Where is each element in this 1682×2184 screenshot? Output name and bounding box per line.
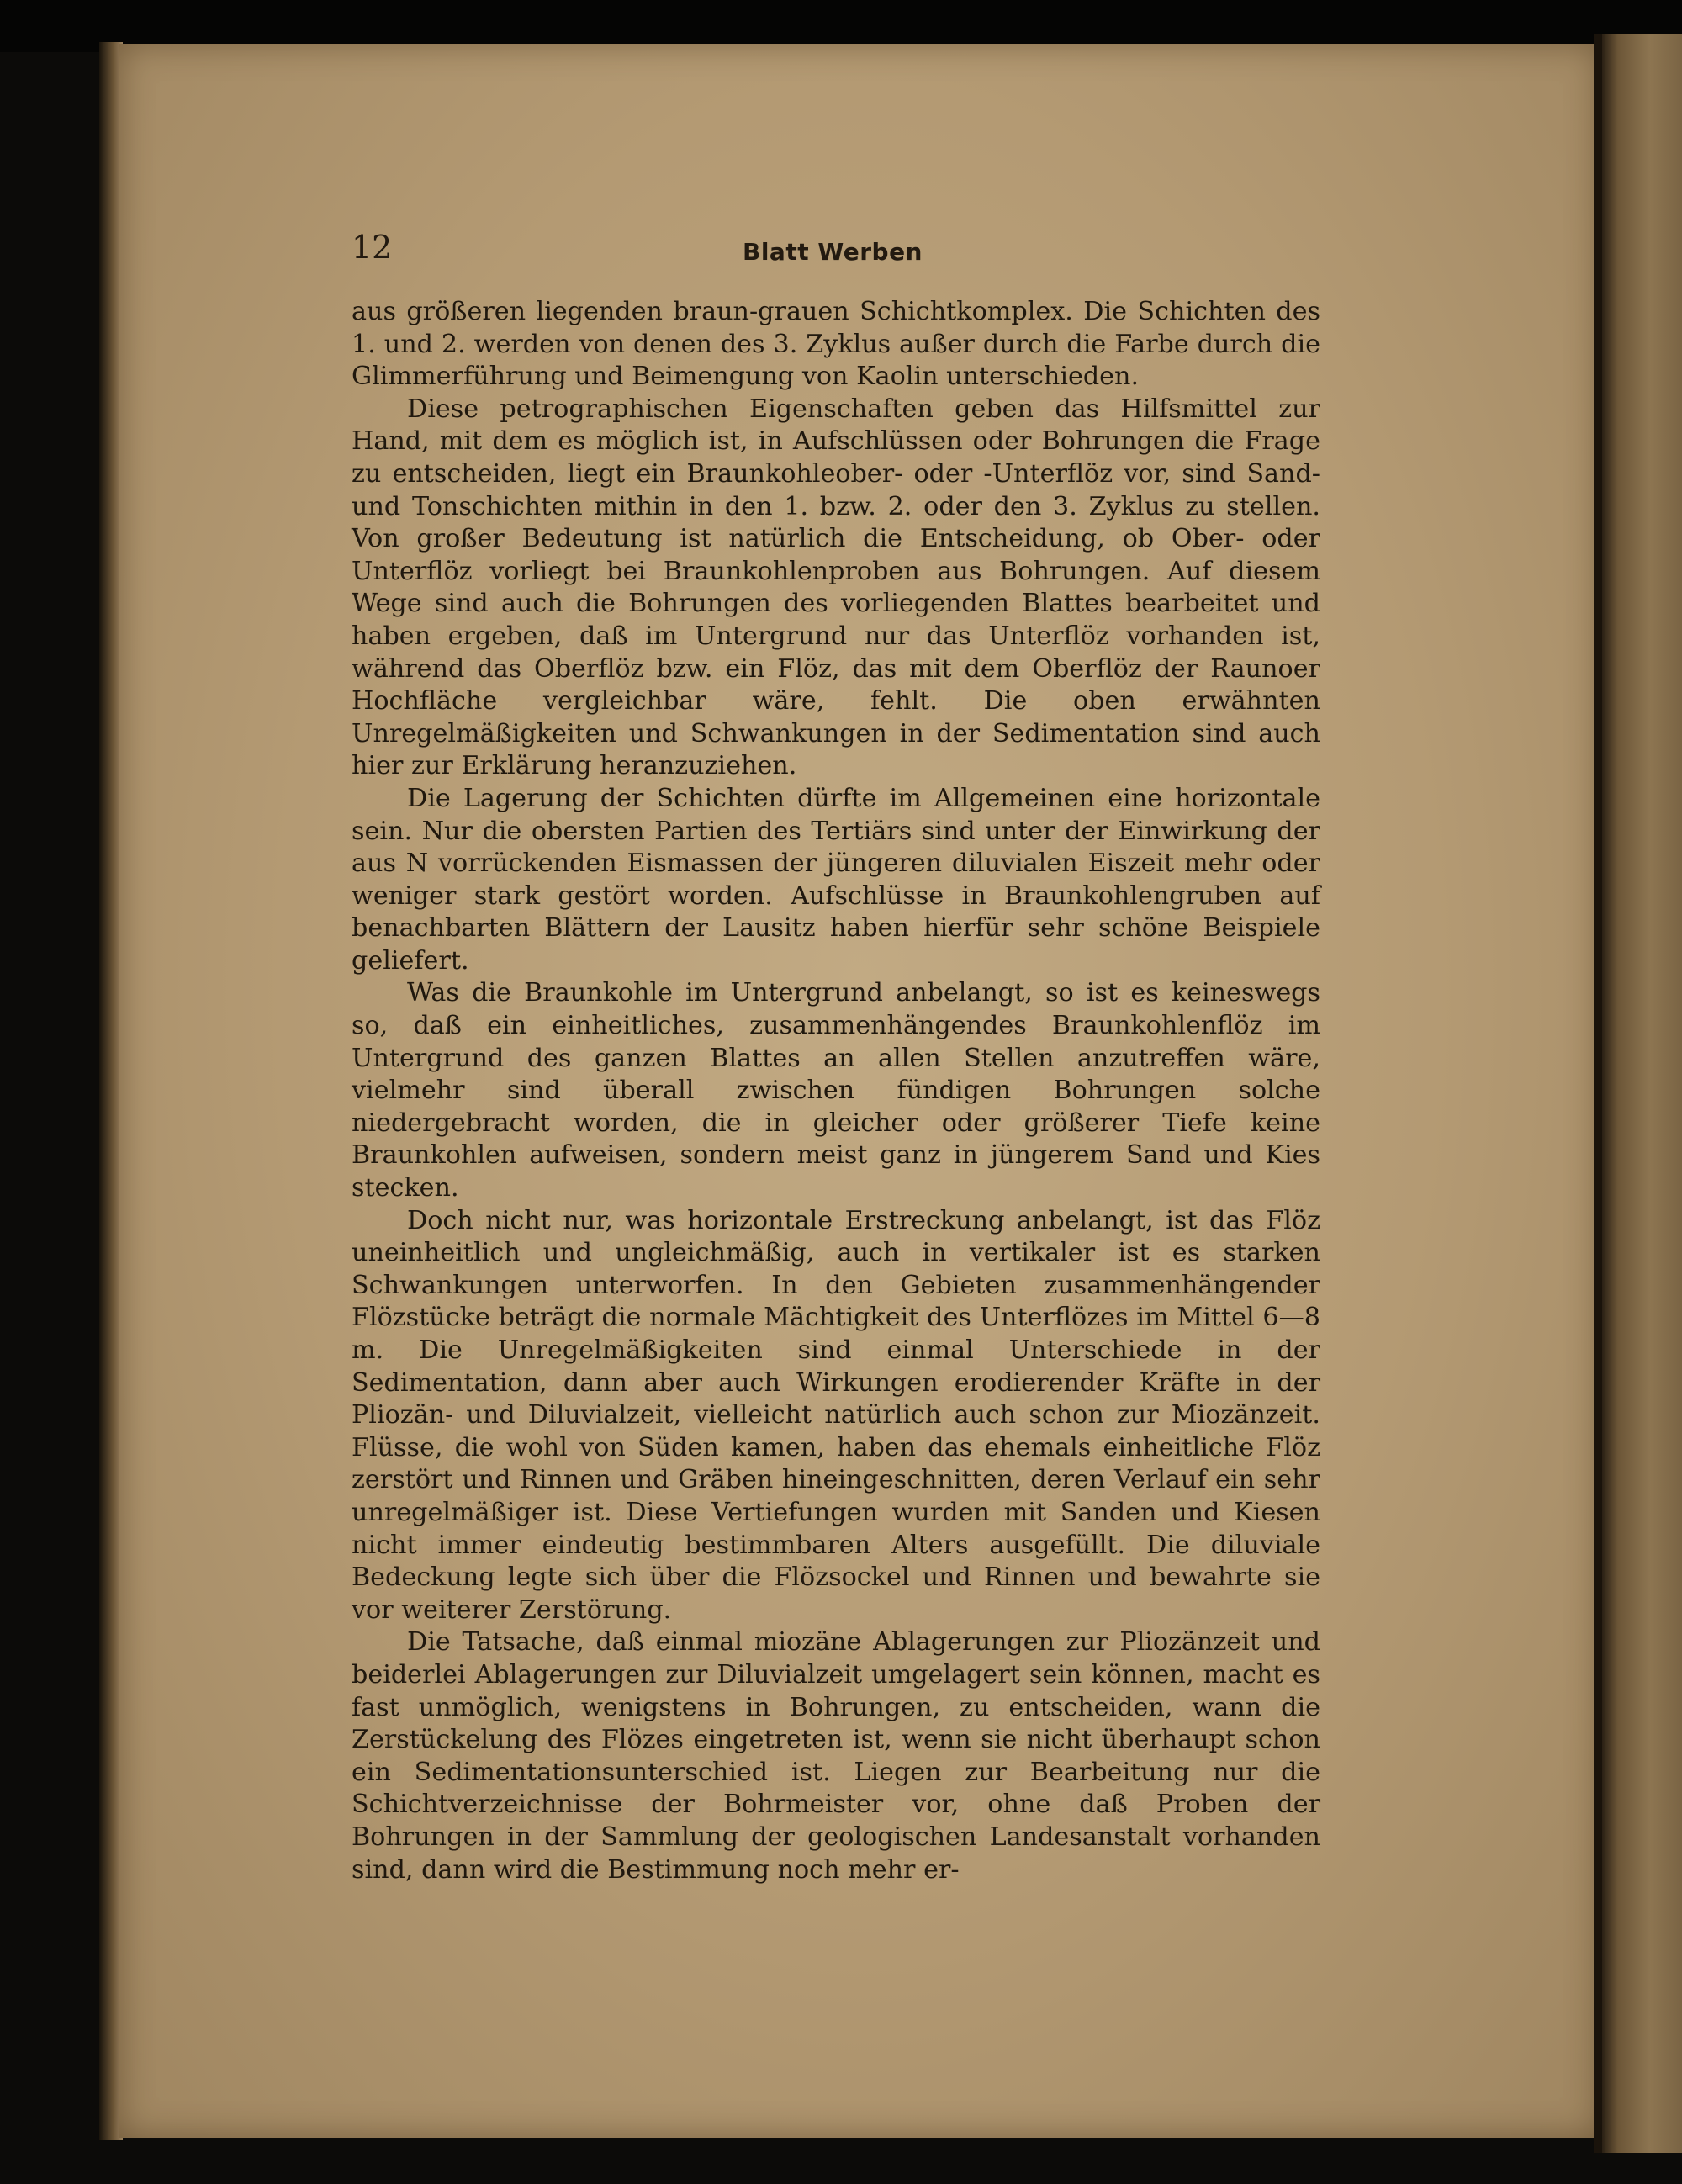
paragraph-6: Die Tatsache, daß einmal miozäne Ablagerungen zur Pliozänzeit und beiderlei Ablagerungen zur Diluvialzeit umgelagert sein können, macht es fast unmöglich, wenigstens in Bohrungen, zu entscheiden, wann die Zerstückelung des Flözes eingetreten ist, wenn sie nicht überhaupt schon ein Sedimentationsunterschied ist. Liegen zur Bearbeitung nur die Schichtverzeichnisse der Bohrmeister vor, ohne daß Proben der Bohrungen in der Sammlung der geologischen Landesanstalt vorhanden sind, dann wird die Bestimmung noch mehr er- — [352, 1627, 1320, 1885]
paragraph-4: Was die Braunkohle im Untergrund anbelangt, so ist es keineswegs so, daß ein einheitliches, zusammenhängendes Braunkohlenflöz im Untergrund des ganzen Blattes an allen Stellen anzutreffen wäre, vielmehr sind überall zwischen fündigen Bohrungen solche niedergebracht worden, die in gleicher oder größerer Tiefe keine Braunkohlen aufweisen, sondern meist ganz in jüngerem Sand und Kies stecken. — [352, 978, 1320, 1203]
book-gutter — [1594, 34, 1602, 2153]
body-text — [352, 296, 1320, 1886]
paragraph-2: Diese petrographischen Eigenschaften geben das Hilfsmittel zur Hand, mit dem es möglich ist, in Aufschlüssen oder Bohrungen die Frage zu entscheiden, liegt ein Braunkohleober- oder -Unterflöz vor, sind Sand- und Tonschichten mithin in den 1. bzw. 2. oder den 3. Zyklus zu stellen. Von großer Bedeutung ist natürlich die Entscheidung, ob Ober- oder Unterflöz vorliegt bei Braunkohlenproben aus Bohrungen. Auf diesem Wege sind auch die Bohrungen des vorliegenden Blattes bearbeitet und haben ergeben, daß im Untergrund nur das Unterflöz vorhanden ist, während das Oberflöz bzw. ein Flöz, das mit dem Oberflöz der Raunoer Hochfläche vergleichbar wäre, fehlt. Die oben erwähnten Unregelmäßigkeiten und Schwankungen in der Sedimentation sind auch hier zur Erklärung heranzuziehen. — [352, 394, 1320, 781]
paragraph-5: Doch nicht nur, was horizontale Erstreckung anbelangt, ist das Flöz uneinheitlich und ungleichmäßig, auch in vertikaler ist es starken Schwankungen unterworfen. In den Gebieten zusammenhängender Flözstücke beträgt die normale Mächtigkeit des Unterflözes im Mittel 6—8 m. Die Unregelmäßigkeiten sind einmal Unterschiede in der Sedimentation, dann aber auch Wirkungen erodierender Kräfte in der Pliozän- und Diluvialzeit, vielleicht natürlich auch schon zur Miozänzeit. Flüsse, die wohl von Süden kamen, haben das ehemals einheitliche Flöz zerstört und Rinnen und Gräben hineingeschnitten, deren Verlauf ein sehr unregelmäßiger ist. Diese Vertiefungen wurden mit Sanden und Kiesen nicht immer eindeutig bestimmbaren Alters ausgefüllt. Die diluviale Bedeckung legte sich über die Flözsockel und Rinnen und bewahrte sie vor weiterer Zerstörung. — [352, 1205, 1320, 1625]
running-head — [0, 238, 1682, 266]
paragraph-1: aus größeren liegenden braun-grauen Schichtkomplex. Die Schichten des 1. und 2. werden von denen des 3. Zyklus außer durch die Farbe durch die Glimmerführung und Beimengung von Kaolin unterschieden. — [352, 297, 1320, 392]
page-number: 12 — [352, 229, 393, 266]
facing-page-edge — [1602, 34, 1682, 2153]
running-head-title: Blatt Werben — [742, 238, 923, 266]
paragraph-3: Die Lagerung der Schichten dürfte im Allgemeinen eine horizontale sein. Nur die obersten Partien des Tertiärs sind unter der Einwirkung der aus N vorrückenden Eismassen der jüngeren diluvialen Eiszeit mehr oder weniger stark gestört worden. Aufschlüsse in Braunkohlengruben auf benachbarten Blättern der Lausitz haben hierfür sehr schöne Beispiele geliefert. — [352, 783, 1320, 976]
